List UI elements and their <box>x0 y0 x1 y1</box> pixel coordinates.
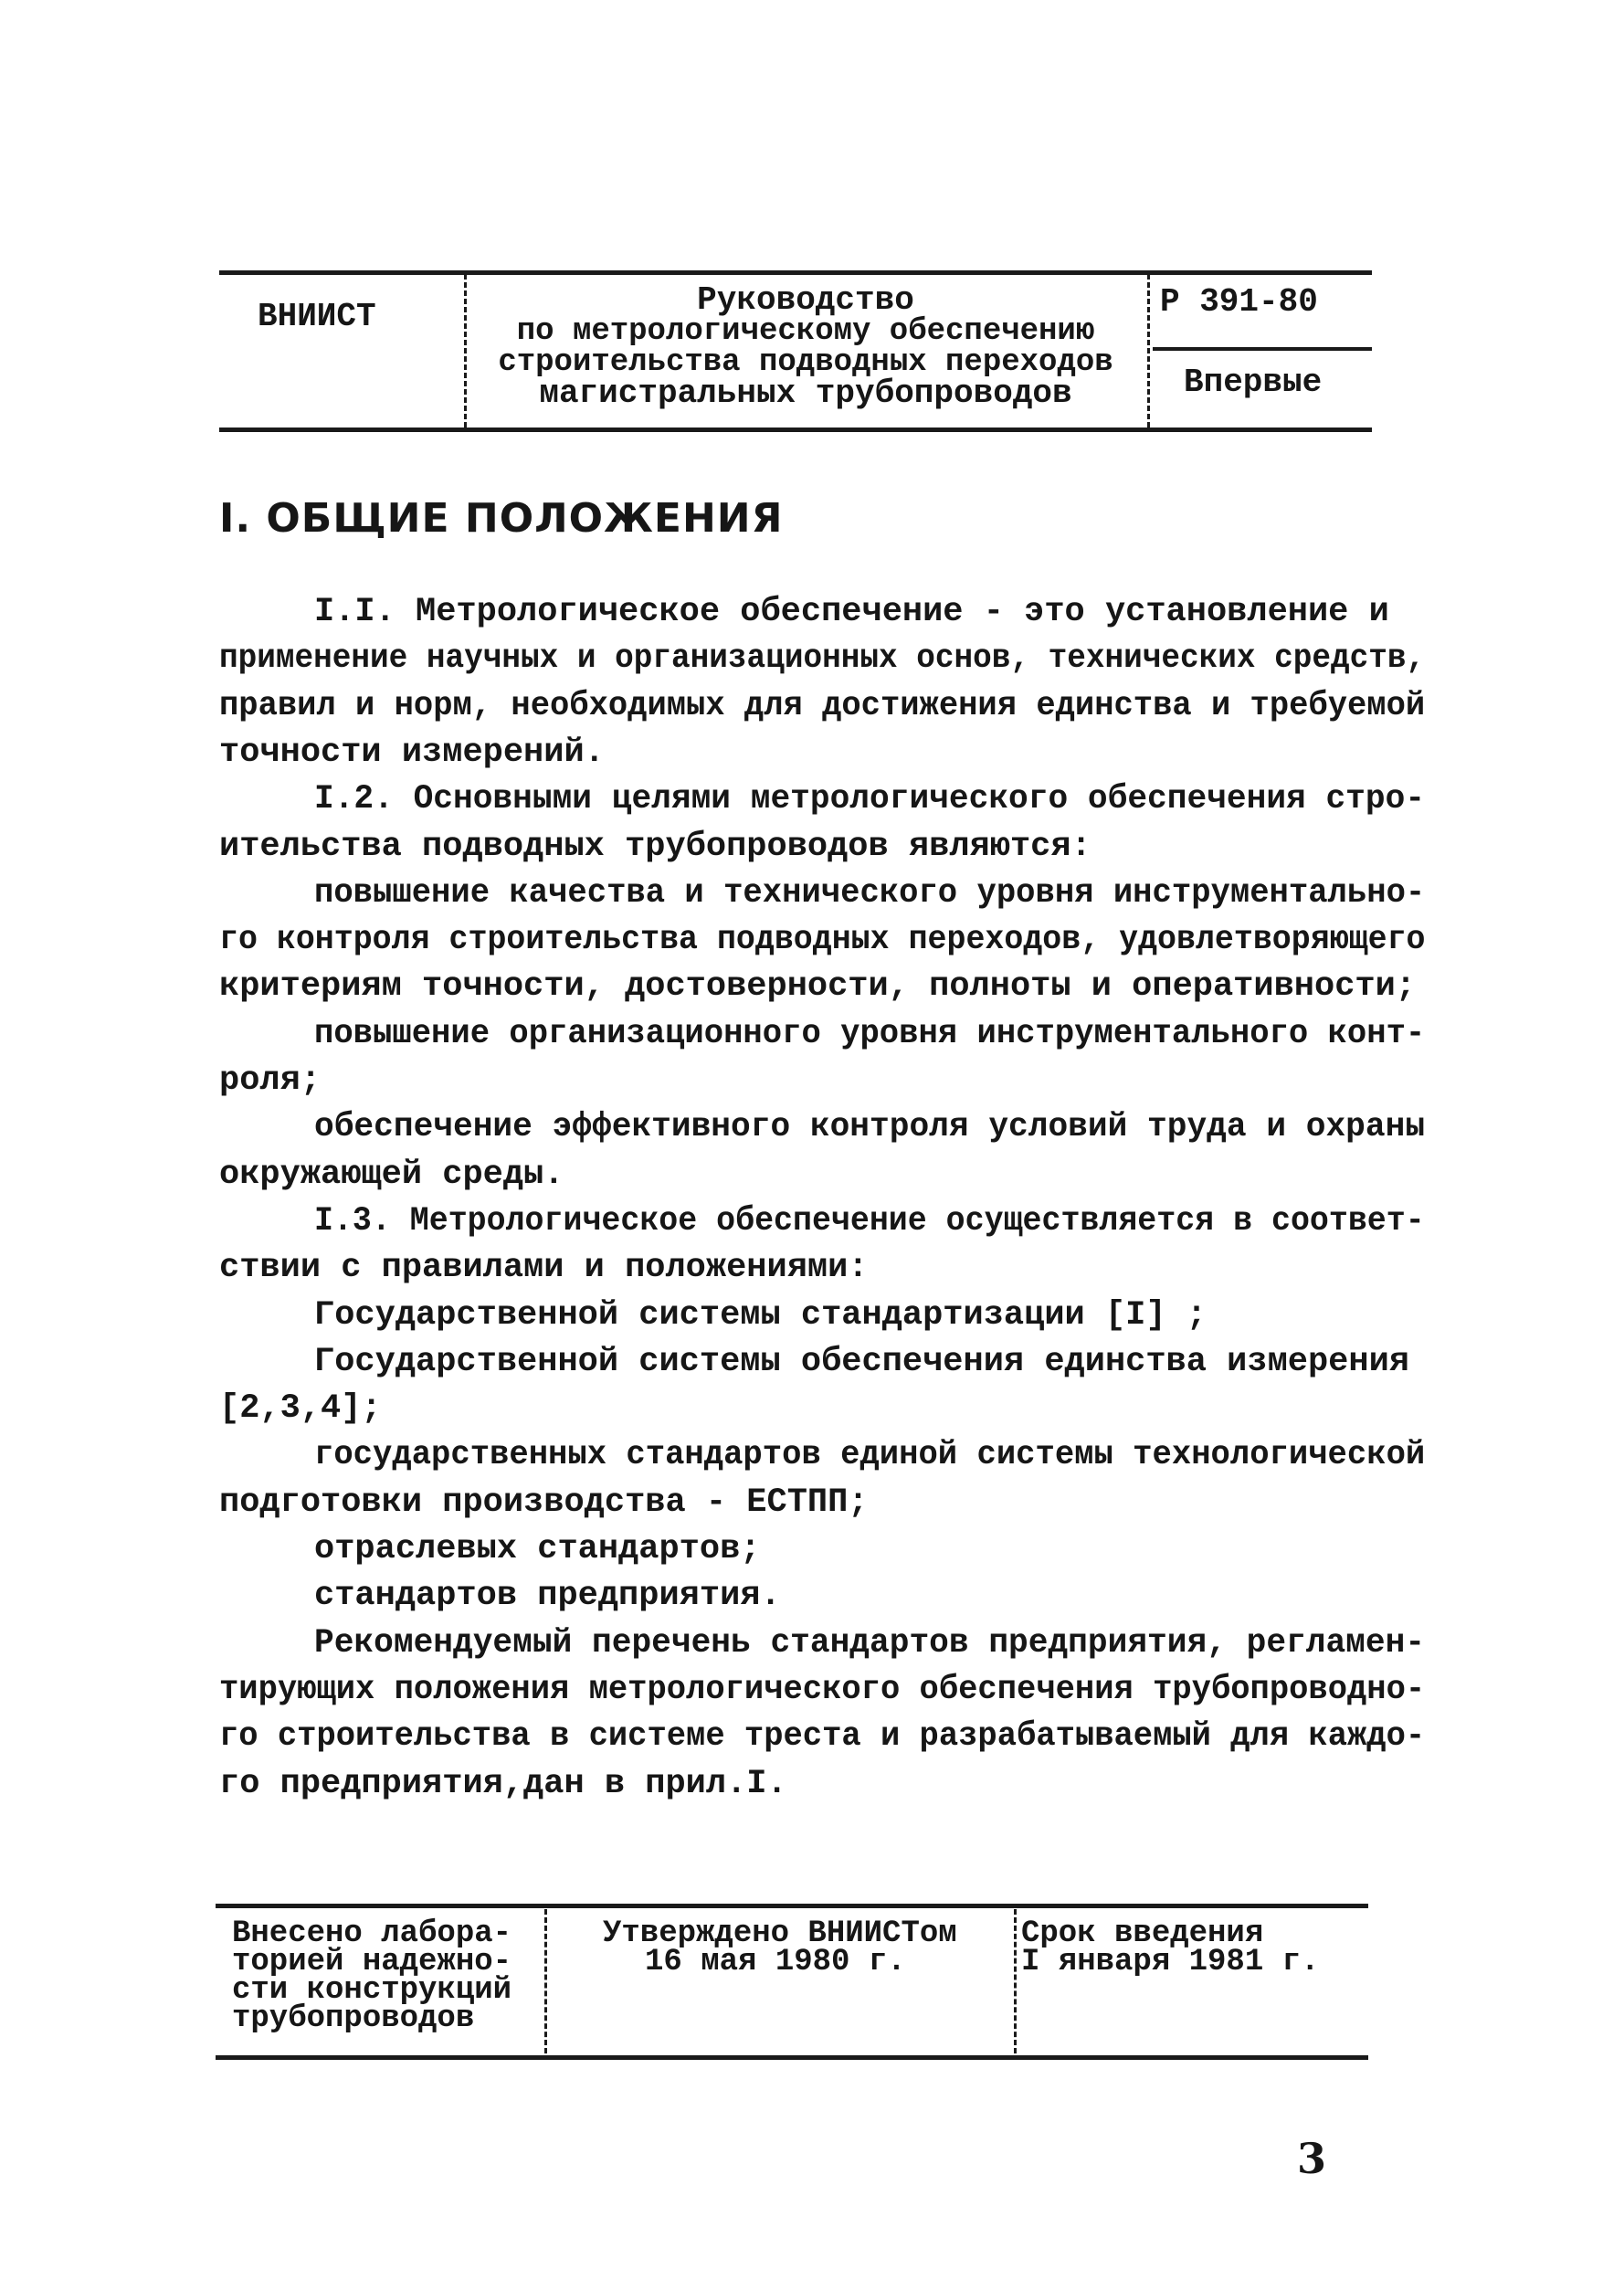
footer-right-line: Срок введения <box>1021 1916 1264 1951</box>
footer-left-line: торией надежно- <box>232 1945 512 1979</box>
header-right-divider-rule <box>1153 347 1372 351</box>
body-line: ительства подводных трубопроводов являются: <box>219 828 1091 866</box>
body-line: тирующих положения метрологического обеспечения трубопроводно- <box>219 1671 1426 1709</box>
header-title-line: строительства подводных переходов <box>498 345 1113 380</box>
footer-divider-2 <box>1014 1909 1017 2053</box>
body-line: стандартов предприятия. <box>314 1577 781 1615</box>
header-top-rule <box>219 270 1372 275</box>
header-title-line: магистральных трубопроводов <box>539 375 1072 412</box>
body-line: критериям точности, достоверности, полноты и оперативности; <box>219 967 1417 1006</box>
footer-effective-date <box>1021 1916 1320 1979</box>
footer-middle-line: Утверждено ВНИИСТом <box>603 1916 957 1951</box>
footer-divider-1 <box>544 1909 547 2053</box>
section-title: I. ОБЩИЕ ПОЛОЖЕНИЯ <box>219 495 784 542</box>
footer-left-line: трубопроводов <box>232 2001 475 2036</box>
page-number: 3 <box>1297 2134 1327 2183</box>
body-line: Рекомендуемый перечень стандартов предприятия, регламен- <box>314 1624 1426 1662</box>
footer-left-line: Внесено лабора- <box>232 1916 512 1951</box>
header-title <box>468 281 1144 412</box>
body-line: го строительства в системе треста и разрабатываемый для каждо- <box>219 1717 1426 1756</box>
body-line: I.I. Метрологическое обеспечение - это установление и <box>314 593 1389 631</box>
body-line: го контроля строительства подводных переходов, удовлетворяющего <box>219 921 1426 959</box>
header-bottom-rule <box>219 428 1372 432</box>
header-divider-2 <box>1147 274 1150 428</box>
doc-code: Р 391-80 <box>1160 283 1318 321</box>
body-line: окружающей среды. <box>219 1156 564 1194</box>
body-line: го предприятия,дан в прил.I. <box>219 1765 787 1803</box>
body-line: повышение организационного уровня инструментального конт- <box>314 1015 1426 1053</box>
header-title-line: по метрологическому обеспечению <box>516 314 1095 349</box>
body-line: [2,3,4]; <box>219 1389 382 1428</box>
edition-label: Впервые <box>1184 364 1323 401</box>
body-line: отраслевых стандартов; <box>314 1530 761 1568</box>
body-line: обеспечение эффективного контроля условий труда и охраны <box>314 1108 1426 1146</box>
body-line: I.3. Метрологическое обеспечение осуществляется в соответ- <box>314 1202 1425 1240</box>
body-line: правил и норм, необходимых для достижения единства и требуемой <box>219 687 1426 725</box>
body-line: Государственной системы стандартизации [I] ; <box>314 1296 1207 1335</box>
header-title-line: Руководство <box>697 281 914 319</box>
footer-top-rule <box>216 1904 1368 1908</box>
body-line: I.2. Основными целями метрологического обеспечения стро- <box>314 780 1426 818</box>
footer-submitted-by <box>232 1916 512 2036</box>
header-divider-1 <box>464 274 467 428</box>
body-line: подготовки производства - ЕСТПП; <box>219 1483 869 1522</box>
footer-approved <box>603 1916 957 1979</box>
footer-middle-line: 16 мая 1980 г. <box>645 1945 906 1979</box>
body-line: роля; <box>219 1061 322 1100</box>
body-line: повышение качества и технического уровня инструментально- <box>314 874 1426 913</box>
body-line: государственных стандартов единой системы технологической <box>314 1436 1426 1474</box>
body-line: Государственной системы обеспечения единства измерения <box>314 1343 1409 1381</box>
body-line: применение научных и организационных основ, технических средств, <box>219 639 1426 678</box>
header-org: ВНИИСТ <box>258 298 376 335</box>
footer-left-line: сти конструкций <box>232 1973 512 2008</box>
body-line: ствии с правилами и положениями: <box>219 1249 869 1287</box>
body-line: точности измерений. <box>219 734 605 772</box>
footer-bottom-rule <box>216 2055 1368 2060</box>
footer-right-line: I января 1981 г. <box>1021 1945 1320 1979</box>
